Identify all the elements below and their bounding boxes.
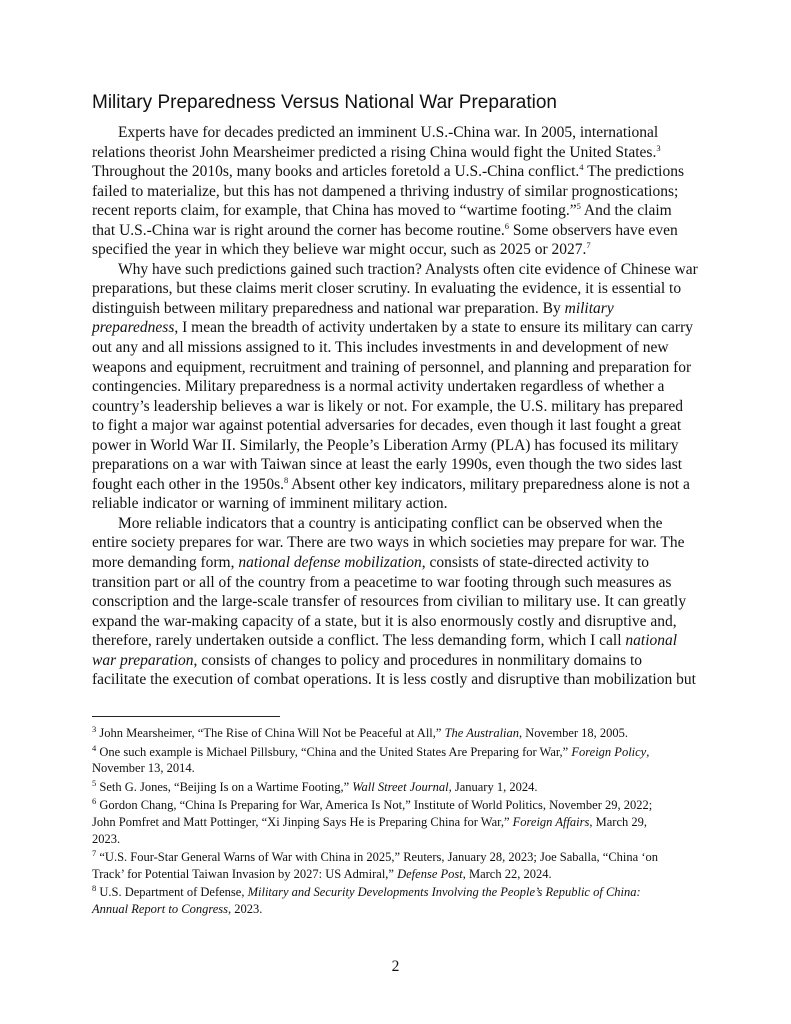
italic-text: preparedness xyxy=(92,319,175,337)
footnote-number: 4 xyxy=(92,742,97,753)
footnote-line xyxy=(92,814,704,831)
text-run: John Pomfret and Matt Pottinger, “Xi Jinping Says He is Preparing China for War,” xyxy=(92,814,513,829)
paragraph xyxy=(92,123,704,260)
italic-text: military xyxy=(564,299,614,317)
text-run: more demanding form, xyxy=(92,554,239,572)
footnote-number: 6 xyxy=(92,796,97,807)
text-run: preparations, but these claims merit closer scrutiny. In evaluating the evidence, it is essential to xyxy=(92,280,682,298)
footnote xyxy=(92,797,704,847)
text-run: transition part or all of the country from a peacetime to war footing through such measures as xyxy=(92,573,672,591)
footnote-number: 5 xyxy=(92,777,97,788)
footnote-line xyxy=(92,831,704,848)
text-run: distinguish between military preparedness and national war preparation. By xyxy=(92,299,565,317)
italic-text: Defense Post xyxy=(397,866,463,881)
footnote-line xyxy=(92,884,704,901)
italic-text: Foreign Policy xyxy=(571,744,647,759)
text-line xyxy=(92,475,704,495)
page-number: 2 xyxy=(391,958,400,975)
text-line xyxy=(92,299,704,319)
italic-text: Wall Street Journal xyxy=(352,779,449,794)
text-line xyxy=(92,631,704,651)
text-line xyxy=(92,318,704,338)
text-run: specified the year in which they believe war might occur, such as 2025 or 2027. xyxy=(92,241,587,259)
text-run: therefore, rarely undertaken outside a conflict. The less demanding form, which I call xyxy=(92,632,626,650)
footnote-number: 3 xyxy=(92,723,97,734)
text-line xyxy=(92,612,704,632)
text-run: power in World War II. Similarly, the People’s Liberation Army (PLA) has focused its military xyxy=(92,436,679,454)
text-line xyxy=(92,182,704,202)
text-run: recent reports claim, for example, that China has moved to “wartime footing.” xyxy=(92,202,577,220)
text-run: , January 1, 2024. xyxy=(448,779,538,794)
text-run: failed to materialize, but this has not dampened a thriving industry of similar prognostications; xyxy=(92,182,679,200)
text-line xyxy=(92,397,704,417)
text-run: “U.S. Four-Star General Warns of War with China in 2025,” Reuters, January 28, 2023; Joe Saballa, “China ‘on xyxy=(99,850,658,865)
text-run: facilitate the execution of combat operations. It is less costly and disruptive than mobilization but xyxy=(92,671,696,689)
text-run: , 2023. xyxy=(228,901,263,916)
text-run: country’s leadership believes a war is likely or not. For example, the U.S. military has prepared xyxy=(92,397,683,415)
text-run: out any and all missions assigned to it. This includes investments in and development of new xyxy=(92,339,669,357)
text-line xyxy=(92,240,704,260)
text-line xyxy=(92,455,704,475)
footnote-reference: 7 xyxy=(586,240,591,251)
footnote-number: 8 xyxy=(92,883,97,894)
text-run: preparations on a war with Taiwan since at least the early 1990s, even though the two sides last xyxy=(92,456,683,474)
text-run: Seth G. Jones, “Beijing Is on a Wartime Footing,” xyxy=(99,779,353,794)
text-run: More reliable indicators that a country is anticipating conflict can be observed when the xyxy=(118,514,663,532)
footnote-reference: 8 xyxy=(283,474,289,485)
footnote-separator xyxy=(92,716,280,717)
footnote-line xyxy=(92,901,704,918)
text-line xyxy=(92,358,704,378)
footnote-reference: 5 xyxy=(576,201,581,212)
footnote xyxy=(92,884,704,917)
text-line xyxy=(92,123,704,143)
footnote-reference: 6 xyxy=(504,220,510,231)
text-run: , November 18, 2005. xyxy=(519,726,629,740)
text-line xyxy=(92,670,704,690)
italic-text: national defense mobilization xyxy=(238,554,422,572)
text-run: John Mearsheimer, “The Rise of China Will Not be Peaceful at All,” xyxy=(99,726,445,740)
text-run: The predictions xyxy=(583,163,684,181)
italic-text: The Australian xyxy=(444,726,520,740)
text-line xyxy=(92,338,704,358)
footnote xyxy=(92,779,704,796)
text-run: weapons and equipment, recruitment and training of personnel, and planning and preparation for xyxy=(92,358,692,376)
footnote xyxy=(92,725,704,742)
footnote-reference: 3 xyxy=(656,142,661,153)
footnote xyxy=(92,849,704,882)
text-run: , March 29, xyxy=(589,814,647,829)
text-line xyxy=(92,533,704,553)
text-line xyxy=(92,494,704,514)
text-run: 2023. xyxy=(92,831,121,846)
text-run: Experts have for decades predicted an imminent U.S.-China war. In 2005, international xyxy=(118,124,659,141)
text-line xyxy=(92,416,704,436)
text-run: that U.S.-China war is right around the corner has become routine. xyxy=(92,221,505,239)
text-run: Track’ for Potential Taiwan Invasion by 2027: US Admiral,” xyxy=(92,866,398,881)
text-run: , consists of changes to policy and procedures in nonmilitary domains to xyxy=(193,651,643,669)
footnote-line xyxy=(92,725,704,742)
text-run: Absent other key indicators, military preparedness alone is not a xyxy=(288,475,690,493)
footnote-line xyxy=(92,744,704,761)
italic-text: war preparation xyxy=(92,651,194,669)
italic-text: Foreign Affairs xyxy=(512,814,590,829)
section-heading: Military Preparedness Versus National War Preparation xyxy=(92,92,557,113)
footnote-line xyxy=(92,797,704,814)
text-line xyxy=(92,162,704,182)
italic-text: national xyxy=(625,632,678,650)
text-line xyxy=(92,573,704,593)
footnote-reference: 4 xyxy=(579,161,584,172)
text-run: , consists of state-directed activity to xyxy=(421,554,650,572)
footnote-number: 7 xyxy=(92,848,97,858)
text-line xyxy=(92,260,704,280)
footnotes xyxy=(92,725,704,920)
paragraph xyxy=(92,260,704,514)
text-run: , I mean the breadth of activity undertaken by a state to ensure its military can carry xyxy=(174,319,693,337)
text-run: to fight a major war against potential adversaries for decades, even though it last fought a great xyxy=(92,417,682,435)
text-run: One such example is Michael Pillsbury, “China and the United States Are Preparing for War,” xyxy=(99,744,572,759)
text-run: relations theorist John Mearsheimer predicted a rising China would fight the United States. xyxy=(92,143,657,161)
text-run: And the claim xyxy=(580,202,672,220)
text-line xyxy=(92,592,704,612)
text-run: expand the war-making capacity of a state, but it is also enormously costly and disruptive and, xyxy=(92,612,677,630)
text-run: reliable indicator or warning of imminent military action. xyxy=(92,495,448,513)
footnote-line xyxy=(92,866,704,883)
paragraph xyxy=(92,514,704,690)
text-line xyxy=(92,651,704,671)
text-run: , March 22, 2024. xyxy=(462,866,552,881)
text-line xyxy=(92,553,704,573)
text-run: Why have such predictions gained such traction? Analysts often cite evidence of Chinese war xyxy=(118,260,698,278)
footnote-line xyxy=(92,779,704,796)
text-line xyxy=(92,514,704,534)
italic-text: Annual Report to Congress xyxy=(92,901,228,916)
footnote xyxy=(92,744,704,777)
text-run: Throughout the 2010s, many books and articles foretold a U.S.-China conflict. xyxy=(92,163,580,181)
text-run: conscription and the large-scale transfer of resources from civilian to military use. It can greatly xyxy=(92,593,687,611)
text-line xyxy=(92,436,704,456)
text-run: fought each other in the 1950s. xyxy=(92,475,284,493)
text-line xyxy=(92,279,704,299)
text-line xyxy=(92,201,704,221)
footnote-line xyxy=(92,849,704,866)
text-run: November 13, 2014. xyxy=(92,761,195,776)
text-run: entire society prepares for war. There are two ways in which societies may prepare for war. The xyxy=(92,534,685,552)
text-run: , xyxy=(646,744,650,759)
footnote-line xyxy=(92,760,704,777)
text-run: Gordon Chang, “China Is Preparing for War, America Is Not,” Institute of World Politics, November 29, 2022; xyxy=(99,798,653,813)
italic-text: Military and Security Developments Involving the People’s Republic of China: xyxy=(247,885,641,900)
text-run: U.S. Department of Defense, xyxy=(99,885,248,900)
text-run: contingencies. Military preparedness is a normal activity undertaken regardless of whether a xyxy=(92,378,665,396)
text-line xyxy=(92,377,704,397)
text-line xyxy=(92,221,704,241)
text-line xyxy=(92,143,704,163)
body-text xyxy=(92,123,704,690)
text-run: Some observers have even xyxy=(509,221,678,239)
